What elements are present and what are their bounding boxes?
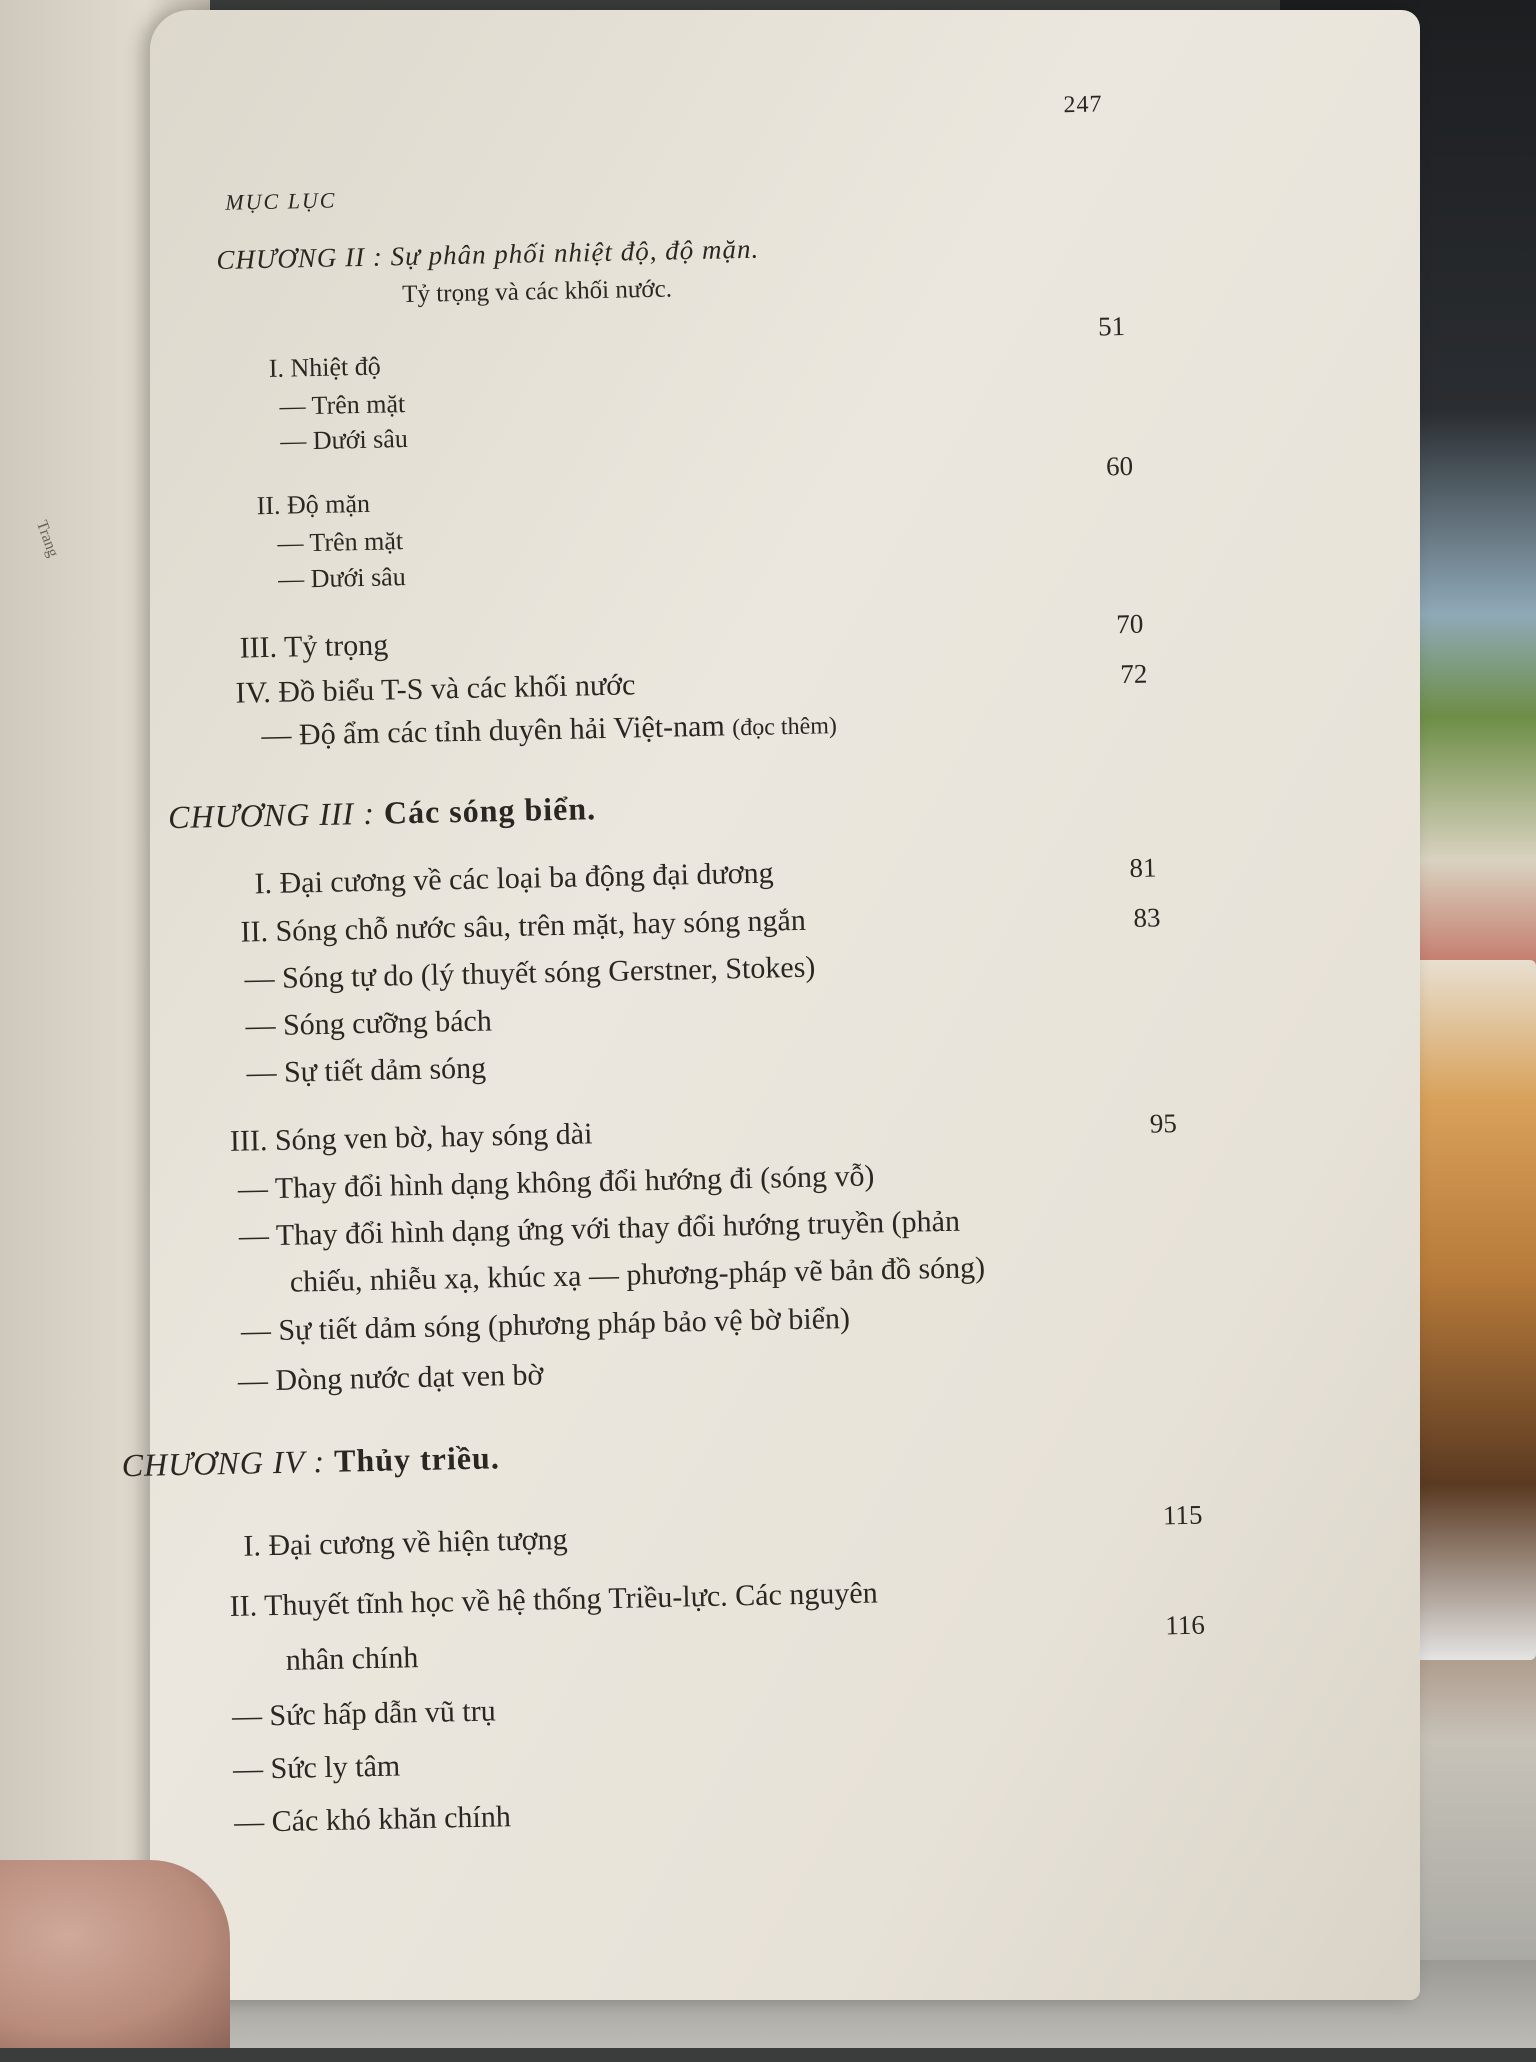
toc-subentry: — Trên mặt [277,526,404,558]
chapter-2-heading-cont: Tỷ trọng và các khối nước. [401,275,673,309]
toc-entry: I. Đại cương về các loại ba động đại dương [254,856,774,901]
toc-page-number: 60 [1105,450,1134,482]
toc-subentry: — Thay đổi hình dạng ứng với thay đổi hướng truyền (phản [238,1204,961,1253]
toc-page-number: 116 [1164,1609,1206,1641]
page-number: 247 [1063,91,1103,119]
toc-subentry [261,707,837,753]
chapter-3-label: CHƯƠNG III : [167,794,376,836]
toc-subentry-text: — Độ ẩm các tỉnh duyên hải Việt-nam [261,709,726,753]
toc-entry: III. Sóng ven bờ, hay sóng dài [229,1117,593,1158]
toc-entry: II. Độ mặn [256,488,371,521]
chapter-4-heading [121,1439,500,1484]
toc-page-number: 83 [1133,902,1161,933]
running-head: MỤC LỤC [225,187,337,215]
chapter-2-heading [216,234,759,276]
toc-subentry: — Sóng cưỡng bách [245,1004,493,1043]
toc-page-number: 70 [1116,608,1144,640]
toc-subentry: — Sức ly tâm [232,1749,401,1786]
toc-subentry-note: (đọc thêm) [731,713,838,742]
chapter-2-heading-text: CHƯƠNG II : Sự phân phối nhiệt độ, độ mặn. [216,233,760,275]
chapter-3-heading [168,790,597,836]
toc-entry: III. Tỷ trọng [239,628,389,665]
toc-entry: I. Đại cương về hiện tượng [243,1522,568,1563]
thumb [0,1860,230,2048]
toc-subentry: — Dưới sâu [277,562,406,594]
toc-page-number: 95 [1149,1108,1178,1139]
toc-subentry: — Các khó khăn chính [233,1800,512,1839]
toc-subentry: — Trên mặt [279,389,406,421]
toc-entry: II. Sóng chỗ nước sâu, trên mặt, hay sóng ngắn [240,903,807,949]
toc-subentry: — Sóng tự do (lý thuyết sóng Gerstner, Stokes) [244,950,816,996]
toc-page-number: 72 [1120,658,1148,690]
toc-entry: IV. Đồ biểu T-S và các khối nước [235,668,636,710]
chapter-4-title: Thủy triều. [333,1439,501,1479]
toc-subentry: — Dưới sâu [279,424,409,456]
toc-page-number: 115 [1162,1499,1203,1531]
previous-page-text: Trang [32,518,62,560]
toc-page-number: 81 [1129,852,1157,883]
toc-subentry: — Sự tiết dảm sóng (phương pháp bảo vệ bờ biển) [240,1301,851,1348]
toc-entry: II. Thuyết tĩnh học về hệ thống Triều-lực. Các nguyên [229,1576,878,1624]
toc-entry: I. Nhiệt độ [268,351,381,383]
chapter-3-title: Các sóng biển. [383,790,597,831]
toc-entry-cont: nhân chính [285,1641,419,1677]
toc-subentry: — Sức hấp dẫn vũ trụ [231,1694,497,1733]
toc-subentry: — Dòng nước dạt ven bờ [237,1358,544,1398]
toc-page-number: 51 [1097,310,1126,342]
chapter-4-label: CHƯƠNG IV : [121,1442,326,1484]
toc-subentry: — Sự tiết dảm sóng [246,1051,487,1090]
toc-subentry: — Thay đổi hình dạng không đổi hướng đi (sóng vỗ) [237,1159,875,1206]
toc-subentry-cont: chiếu, nhiễu xạ, khúc xạ — phương-pháp vẽ bản đồ sóng) [289,1251,986,1299]
